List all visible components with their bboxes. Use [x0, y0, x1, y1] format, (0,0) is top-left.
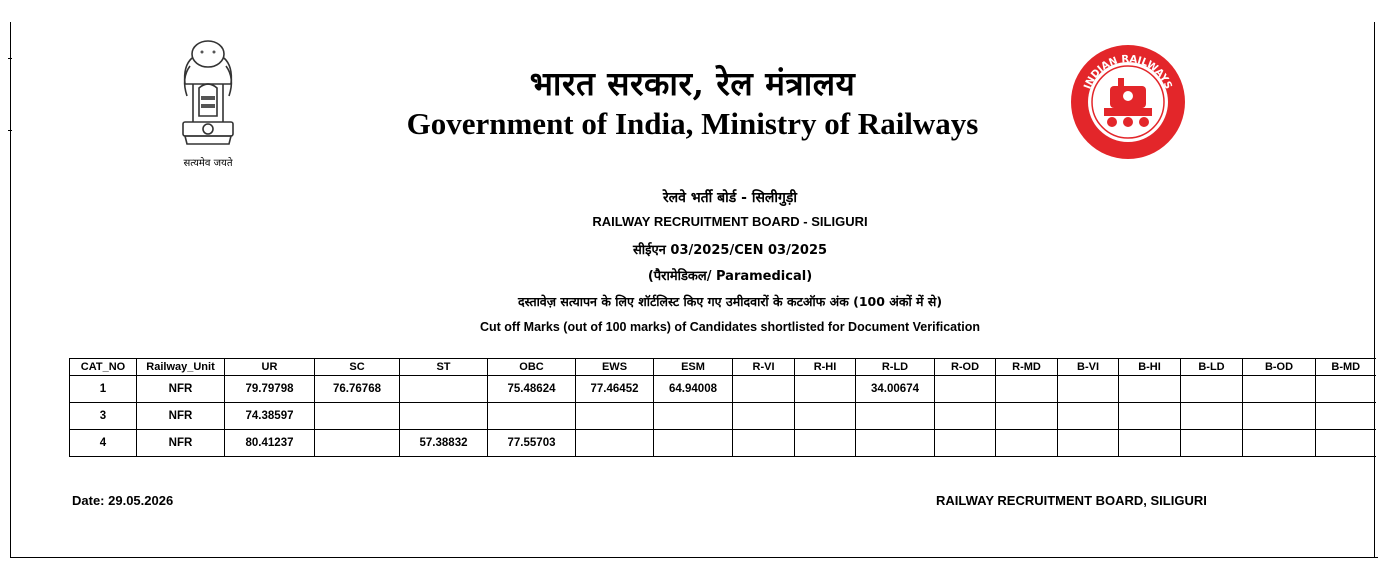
margin-tick	[8, 58, 12, 59]
column-header: UR	[225, 359, 315, 376]
column-header: ST	[400, 359, 488, 376]
table-cell: 64.94008	[654, 376, 733, 403]
table-cell	[996, 403, 1058, 430]
table-cell	[1119, 376, 1181, 403]
column-header: SC	[315, 359, 400, 376]
table-cell	[1316, 430, 1376, 457]
table-cell: 1	[70, 376, 137, 403]
table-cell: NFR	[137, 376, 225, 403]
column-header: R-VI	[733, 359, 795, 376]
table-cell: 57.38832	[400, 430, 488, 457]
page-border-right	[1374, 22, 1375, 558]
column-header: B-VI	[1058, 359, 1119, 376]
column-header: R-LD	[856, 359, 935, 376]
table-cell	[795, 403, 856, 430]
column-header: R-MD	[996, 359, 1058, 376]
column-header: Railway_Unit	[137, 359, 225, 376]
column-header: OBC	[488, 359, 576, 376]
subject-hindi: दस्तावेज़ सत्यापन के लिए शॉर्टलिस्ट किए गए उमीदवारों के कटऑफ अंक (100 अंकों में से)	[517, 294, 943, 309]
column-header: ESM	[654, 359, 733, 376]
margin-tick	[8, 130, 12, 131]
table-cell	[1243, 376, 1316, 403]
column-header: B-HI	[1119, 359, 1181, 376]
table-cell	[576, 430, 654, 457]
table-cell	[1058, 376, 1119, 403]
table-cell	[1316, 403, 1376, 430]
table-cell	[935, 403, 996, 430]
table-cell	[1181, 376, 1243, 403]
table-cell	[996, 430, 1058, 457]
table-cell: 4	[70, 430, 137, 457]
column-header: EWS	[576, 359, 654, 376]
column-header: CAT_NO	[70, 359, 137, 376]
table-cell	[654, 430, 733, 457]
table-cell	[733, 403, 795, 430]
cutoff-table	[69, 358, 1376, 457]
table-cell	[315, 430, 400, 457]
table-cell	[488, 403, 576, 430]
table-cell	[576, 403, 654, 430]
table-cell: 75.48624	[488, 376, 576, 403]
table-cell	[1119, 430, 1181, 457]
emblem-motto: सत्यमेव जयते	[183, 158, 233, 169]
subject-english: Cut off Marks (out of 100 marks) of Candidates shortlisted for Document Verification	[479, 320, 981, 334]
table-cell	[1058, 403, 1119, 430]
table-cell	[856, 403, 935, 430]
table-row	[70, 403, 1376, 430]
table-cell	[1243, 430, 1316, 457]
post-category: (पैरामेडिकल/ Paramedical)	[647, 269, 813, 284]
table-cell	[1181, 430, 1243, 457]
table-row	[70, 430, 1376, 457]
table-cell: 74.38597	[225, 403, 315, 430]
table-cell	[996, 376, 1058, 403]
table-cell	[400, 403, 488, 430]
table-cell: NFR	[137, 430, 225, 457]
table-cell	[795, 430, 856, 457]
page-title-english: Government of India, Ministry of Railways	[406, 106, 979, 141]
page-title-hindi: भारत सरकार, रेल मंत्रालय	[529, 64, 856, 103]
table-header-row	[70, 359, 1376, 376]
national-emblem-icon	[163, 36, 253, 168]
table-cell: 34.00674	[856, 376, 935, 403]
table-cell	[1119, 403, 1181, 430]
table-cell: 79.79798	[225, 376, 315, 403]
column-header: B-OD	[1243, 359, 1316, 376]
table-cell	[400, 376, 488, 403]
column-header: B-LD	[1181, 359, 1243, 376]
table-cell: 76.76768	[315, 376, 400, 403]
table-cell	[315, 403, 400, 430]
table-row	[70, 376, 1376, 403]
table-cell	[935, 430, 996, 457]
table-cell: 3	[70, 403, 137, 430]
table-cell: 80.41237	[225, 430, 315, 457]
table-cell: 77.55703	[488, 430, 576, 457]
table-cell	[733, 430, 795, 457]
table-cell	[935, 376, 996, 403]
signatory: RAILWAY RECRUITMENT BOARD, SILIGURI	[936, 493, 1207, 508]
table-cell	[1181, 403, 1243, 430]
table-cell	[654, 403, 733, 430]
logo-text: INDIAN RAILWAYS	[1082, 53, 1174, 91]
column-header: R-OD	[935, 359, 996, 376]
table-cell	[1058, 430, 1119, 457]
table-cell	[1316, 376, 1376, 403]
table-cell: NFR	[137, 403, 225, 430]
column-header: B-MD	[1316, 359, 1376, 376]
table-cell	[856, 430, 935, 457]
table-cell	[733, 376, 795, 403]
column-header: R-HI	[795, 359, 856, 376]
notice-date: Date: 29.05.2026	[72, 493, 174, 508]
table-cell: 77.46452	[576, 376, 654, 403]
indian-railways-logo	[1068, 42, 1188, 162]
board-name-hindi: रेलवे भर्ती बोर्ड - सिलीगुड़ी	[662, 190, 798, 206]
table-cell	[795, 376, 856, 403]
table-cell	[1243, 403, 1316, 430]
cen-number: सीईएन 03/2025/CEN 03/2025	[632, 243, 828, 258]
board-name-english: RAILWAY RECRUITMENT BOARD - SILIGURI	[592, 214, 868, 229]
